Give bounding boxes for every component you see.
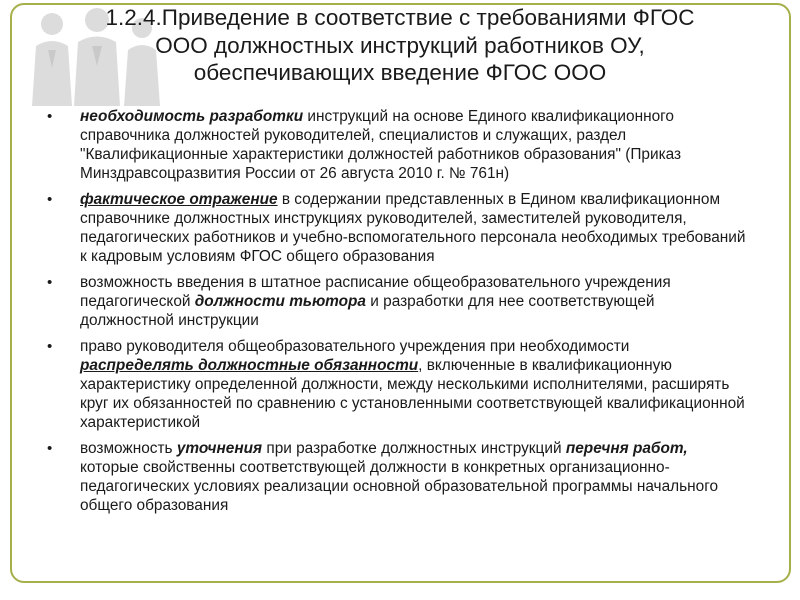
requirements-list — [47, 107, 747, 522]
title-line-3: обеспечивающих введение ФГОС ООО — [193, 60, 607, 85]
item-emphasis: необходимость разработки — [80, 108, 304, 125]
list-item — [47, 439, 747, 515]
title-line-2: ООО должностных инструкций работников ОУ, — [155, 32, 645, 58]
item-text: в содержании представленных в Едином квалификационном справочнике должностных инструкциях руководителей, заместителей руководителя, педагогических работников и учебно-вспомогательного персонала необходимых требований к кадровым условиям ФГОС общего образования — [80, 191, 746, 265]
bullet-icon: • — [47, 191, 53, 208]
item-text-pre: право руководителя общеобразовательного учреждения при необходимости — [80, 338, 630, 355]
item-text: которые свойственны соответствующей должности в конкретных организационно-педагогических условиях реализации основной образовательной программы начального общего образования — [80, 459, 719, 514]
item-emphasis: должности тьютора — [194, 293, 366, 310]
bullet-icon: • — [47, 274, 53, 291]
item-text: , включенные в квалификационную характеристику определенной должности, между несколькими исполнителями, расширять круг их обязанностей по сравнению с установленными соответствующей квалификационной характеристикой — [80, 357, 745, 431]
bullet-icon: • — [47, 440, 53, 457]
item-emphasis: фактическое отражение — [80, 191, 278, 208]
item-emphasis: распределять должностные обязанности — [80, 357, 419, 374]
list-item — [47, 107, 747, 183]
item-text-pre: возможность — [80, 440, 177, 457]
bullet-icon: • — [47, 338, 53, 355]
title-line-1: 1.2.4.Приведение в соответствие с требованиями ФГОС — [105, 5, 695, 30]
bullet-icon: • — [47, 108, 53, 125]
item-text-pre: возможность введения в штатное расписание общеобразовательного учреждения педагогической — [80, 274, 671, 310]
slide-title — [20, 4, 780, 87]
item-text: инструкций на основе Единого квалификационного справочника должностей руководителей, специалистов и служащих, раздел "Квалификационные характеристики должностей работников образования" (Приказ Минздравсоцразвития России от 26 августа 2010 г. № 761н) — [80, 108, 682, 182]
list-item — [47, 273, 747, 330]
list-item — [47, 337, 747, 432]
item-text: и разработки для нее соответствующей должностной инструкции — [80, 293, 655, 329]
list-item — [47, 190, 747, 266]
item-emphasis-2: перечня работ, — [565, 440, 688, 457]
item-text-mid: при разработке должностных инструкций — [262, 440, 566, 457]
item-emphasis: уточнения — [176, 440, 263, 457]
